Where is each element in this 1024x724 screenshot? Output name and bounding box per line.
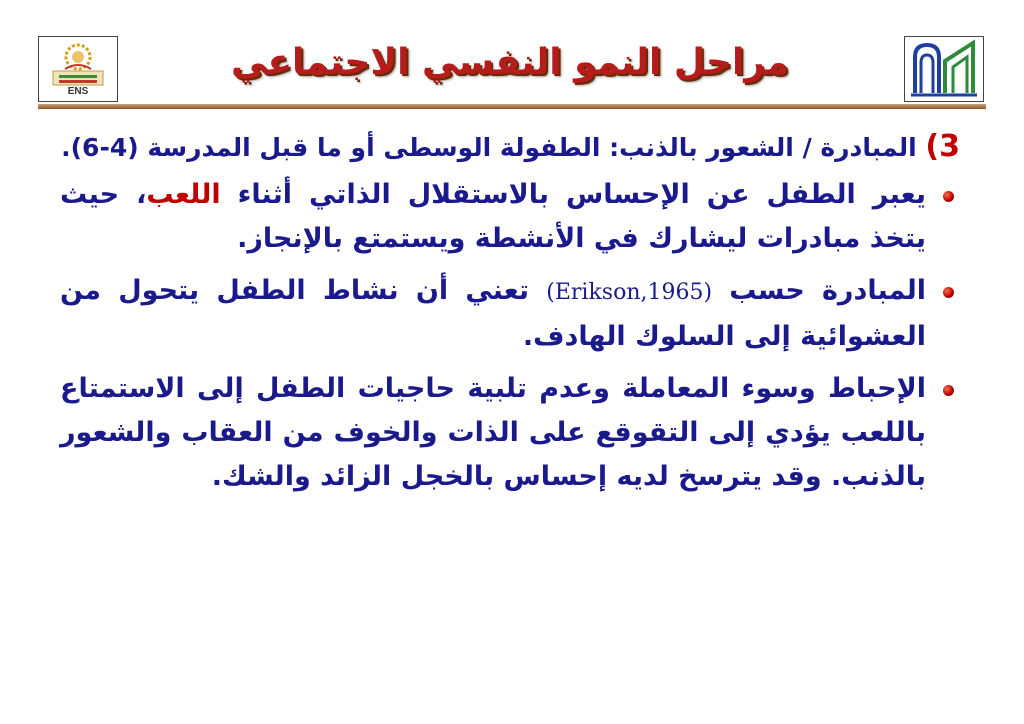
stage-text: المبادرة / الشعور بالذنب: الطفولة الوسطى أو ما قبل المدرسة (4-6). [61, 133, 917, 162]
university-logo [904, 36, 984, 102]
ens-logo [38, 36, 118, 102]
bullet-item-3 [60, 367, 960, 499]
slide-content [60, 128, 960, 507]
stage-heading [60, 128, 960, 167]
bullet-2-citation: (Erikson,1965) [546, 280, 713, 305]
stage-number: 3) [925, 129, 960, 164]
bullet-item-2 [60, 269, 960, 359]
bullet-1-text-start: يعبر الطفل عن الإحساس بالاستقلال الذاتي أثناء [220, 179, 926, 210]
ens-logo-label: ENS [67, 86, 89, 97]
title-divider [38, 104, 986, 109]
bullet-item-1 [60, 173, 960, 261]
university-logo-icon [905, 37, 983, 101]
bullet-2-text-end: تعني أن نشاط الطفل يتحول من العشوائية إلى السلوك الهادف. [60, 275, 926, 352]
slide-title: مراحل النمو النفسي الاجتماعي [231, 42, 789, 83]
bullet-1-highlight: اللعب [146, 179, 221, 210]
bullet-2-text-start: المبادرة حسب [712, 275, 926, 306]
bullet-1-text-end: ، حيث يتخذ مبادرات ليشارك في الأنشطة ويستمتع بالإنجاز. [60, 179, 926, 254]
bullet-icon [943, 287, 954, 298]
bullet-3-text: الإحباط وسوء المعاملة وعدم تلبية حاجيات الطفل إلى الاستمتاع باللعب يؤدي إلى التقوقع على الذات والخوف من العقاب والشعور بالذنب. وقد يترسخ لديه إحساس بالخجل الزائد والشك. [60, 373, 926, 492]
bullet-icon [943, 385, 954, 396]
bullet-icon [943, 191, 954, 202]
